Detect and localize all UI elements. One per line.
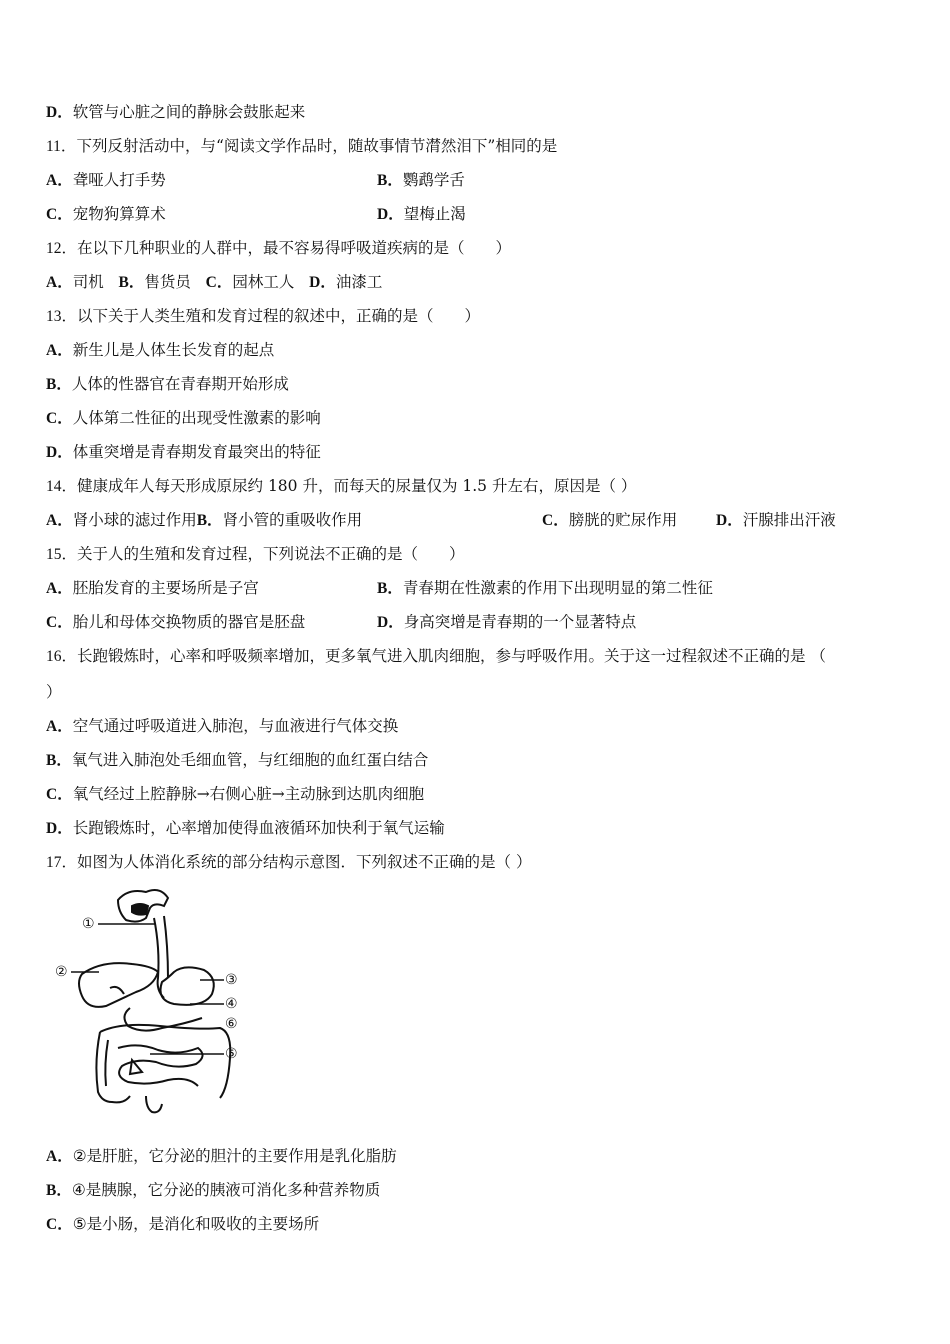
label-5-leader-line [150, 1050, 226, 1058]
option-label: D． [46, 444, 73, 461]
question-13-option-c [46, 408, 321, 429]
question-16-option-b [46, 750, 428, 771]
question-number: 12． [46, 240, 78, 257]
option-text: ⑤是小肠，是消化和吸收的主要场所 [72, 1215, 320, 1233]
question-16-stem [46, 646, 826, 667]
question-16-option-a [46, 716, 398, 737]
digestive-system-diagram [50, 882, 260, 1117]
question-14-option-c [542, 510, 677, 531]
option-label: B． [46, 752, 72, 769]
option-label: D． [309, 274, 336, 291]
label-6: ⑥ [225, 1016, 238, 1032]
question-text: 以下关于人类生殖和发育过程的叙述中，正确的是（ ） [77, 307, 481, 325]
option-label: C． [46, 410, 73, 427]
label-4-leader-line [190, 1000, 226, 1008]
option-label: C． [542, 512, 569, 529]
question-17-option-a [46, 1146, 397, 1167]
option-text: 膀胱的贮尿作用 [568, 511, 678, 529]
option-text: 园林工人 [232, 273, 295, 291]
option-text: 氧气进入肺泡处毛细血管，与红细胞的血红蛋白结合 [71, 751, 429, 769]
question-number: 15． [46, 546, 78, 563]
question-text: 下列反射活动中，与“阅读文学作品时，随故事情节潸然泪下”相同的是 [76, 137, 558, 155]
label-2: ② [55, 964, 68, 980]
label-4: ④ [225, 996, 238, 1012]
question-15-option-a [46, 578, 259, 599]
question-text: 关于人的生殖和发育过程，下列说法不正确的是（ ） [77, 545, 465, 563]
option-text: 体重突增是青春期发育最突出的特征 [72, 443, 321, 461]
option-label: D． [716, 512, 743, 529]
option-text: 软管与心脏之间的静脉会鼓胀起来 [72, 103, 306, 121]
option-text: 青春期在性激素的作用下出现明显的第二性征 [402, 579, 713, 597]
question-17-option-c [46, 1214, 319, 1235]
option-label: A． [46, 580, 73, 597]
option-text: 油漆工 [335, 273, 383, 291]
question-11-option-d [377, 204, 466, 225]
option-text: 空气通过呼吸道进入肺泡，与血液进行气体交换 [72, 717, 399, 735]
question-text: 如图为人体消化系统的部分结构示意图．下列叙述不正确的是（ ） [77, 853, 532, 871]
question-text: 长跑锻炼时，心率和呼吸频率增加，更多氧气进入肌肉细胞，参与呼吸作用。关于这一过程叙述不正确的是 （ [77, 647, 826, 665]
question-14-options-ab [46, 510, 362, 531]
question-15-option-b [377, 578, 713, 599]
question-10-option-d [46, 102, 305, 123]
option-text: 宠物狗算算术 [72, 205, 166, 223]
option-label: D． [46, 104, 73, 121]
question-16-option-c [46, 784, 424, 805]
option-label: B． [377, 580, 403, 597]
question-13-option-b [46, 374, 289, 395]
option-label: A． [46, 274, 73, 291]
option-label: D． [377, 206, 404, 223]
option-text: ④是胰腺，它分泌的胰液可消化多种营养物质 [71, 1181, 381, 1199]
question-number: 17． [46, 854, 78, 871]
label-5: ⑤ [225, 1046, 238, 1062]
label-3: ③ [225, 972, 238, 988]
option-text: 人体的性器官在青春期开始形成 [71, 375, 289, 393]
option-text: 望梅止渴 [403, 205, 466, 223]
option-label: B． [118, 274, 145, 291]
question-11-option-c [46, 204, 166, 225]
option-text: 售货员 [144, 273, 191, 291]
option-text: 新生儿是人体生长发育的起点 [72, 341, 275, 359]
option-label: A． [46, 342, 73, 359]
option-text: 汗腺排出汗液 [742, 511, 836, 529]
option-text: 鹦鹉学舌 [402, 171, 465, 189]
question-text: 健康成年人每天形成原尿约 180 升，而每天的尿量仅为 1.5 升左右，原因是（ ） [77, 477, 637, 495]
question-14-option-d [716, 510, 836, 531]
question-17-option-b [46, 1180, 380, 1201]
option-label: C． [46, 206, 73, 223]
question-number: 11． [46, 138, 77, 155]
option-text: 胚胎发育的主要场所是子宫 [72, 579, 259, 597]
option-text: 司机 [72, 273, 104, 291]
label-3-leader-line [200, 976, 226, 984]
question-text: ） [46, 683, 62, 701]
option-text: 肾小管的重吸收作用 [222, 511, 363, 529]
option-label: A． [46, 172, 73, 189]
option-text: 氧气经过上腔静脉→右侧心脏→主动脉到达肌肉细胞 [72, 785, 425, 803]
question-number: 13． [46, 308, 78, 325]
option-label: C． [46, 1216, 73, 1233]
question-number: 14． [46, 478, 78, 495]
question-12-options [46, 272, 382, 293]
option-label: A． [46, 512, 73, 529]
option-label: A． [46, 1148, 73, 1165]
option-label: D． [377, 614, 404, 631]
question-17-stem [46, 852, 531, 873]
question-13-option-d [46, 442, 321, 463]
question-15-stem [46, 544, 465, 565]
question-11-stem [46, 136, 557, 157]
option-label: C． [46, 614, 73, 631]
question-12-stem [46, 238, 511, 259]
question-text: 在以下几种职业的人群中，最不容易得呼吸道疾病的是（ ） [77, 239, 512, 257]
option-text: 长跑锻炼时，心率增加使得血液循环加快利于氧气运输 [72, 819, 445, 837]
option-text: 肾小球的滤过作用 [72, 511, 197, 529]
option-label: B． [46, 376, 72, 393]
question-number: 16． [46, 648, 78, 665]
option-text: ②是肝脏，它分泌的胆汁的主要作用是乳化脂肪 [72, 1147, 397, 1165]
question-15-option-d [377, 612, 636, 633]
option-label: B． [377, 172, 403, 189]
option-label: A． [46, 718, 73, 735]
question-14-stem [46, 476, 636, 497]
option-label: C． [46, 786, 73, 803]
label-2-leader-line [71, 968, 101, 976]
question-11-option-b [377, 170, 465, 191]
option-label: B． [46, 1182, 72, 1199]
option-text: 身高突增是青春期的一个显著特点 [403, 613, 637, 631]
option-text: 聋哑人打手势 [72, 171, 166, 189]
option-text: 人体第二性征的出现受性激素的影响 [72, 409, 321, 427]
label-1: ① [82, 916, 95, 932]
question-16-option-d [46, 818, 445, 839]
option-text: 胎儿和母体交换物质的器官是胚盘 [72, 613, 306, 631]
question-16-stem-continued [46, 682, 62, 702]
question-13-stem [46, 306, 480, 327]
label-1-leader-line [98, 920, 158, 928]
option-label: D． [46, 820, 73, 837]
question-11-option-a [46, 170, 166, 191]
option-label: B． [196, 512, 223, 529]
option-label: C． [205, 274, 233, 291]
question-15-option-c [46, 612, 305, 633]
question-13-option-a [46, 340, 274, 361]
